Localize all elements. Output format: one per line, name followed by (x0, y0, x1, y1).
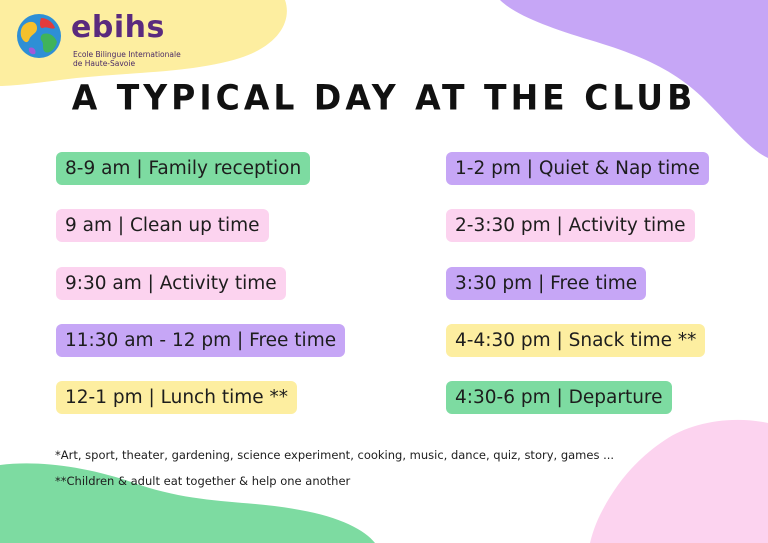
meals-note: **Children & adult eat together & help one another (55, 474, 351, 488)
schedule-item-left-1: 8-9 am | Family reception (56, 152, 310, 185)
brand-name: ebihs (71, 10, 165, 45)
pink-blob-bottom-right (580, 415, 768, 543)
logo (15, 12, 215, 72)
page-title: A TYPICAL DAY AT THE CLUB (71, 77, 697, 118)
schedule-item-left-2: 9 am | Clean up time (56, 209, 269, 242)
schedule-item-left-4: 11:30 am - 12 pm | Free time (56, 324, 345, 357)
schedule-item-right-3: 3:30 pm | Free time (446, 267, 646, 300)
globe-icon (15, 12, 63, 60)
schedule-item-right-2: 2-3:30 pm | Activity time (446, 209, 695, 242)
schedule-item-left-3: 9:30 am | Activity time (56, 267, 286, 300)
brand-subtitle: Ecole Bilingue Internationale de Haute-Savoie (73, 50, 181, 68)
green-blob-bottom-left (0, 455, 380, 543)
schedule-item-right-5: 4:30-6 pm | Departure (446, 381, 672, 414)
schedule-item-left-5: 12-1 pm | Lunch time ** (56, 381, 297, 414)
schedule-item-right-1: 1-2 pm | Quiet & Nap time (446, 152, 709, 185)
schedule-item-right-4: 4-4:30 pm | Snack time ** (446, 324, 705, 357)
activities-note: *Art, sport, theater, gardening, science experiment, cooking, music, dance, quiz, story, games ... (55, 448, 615, 462)
